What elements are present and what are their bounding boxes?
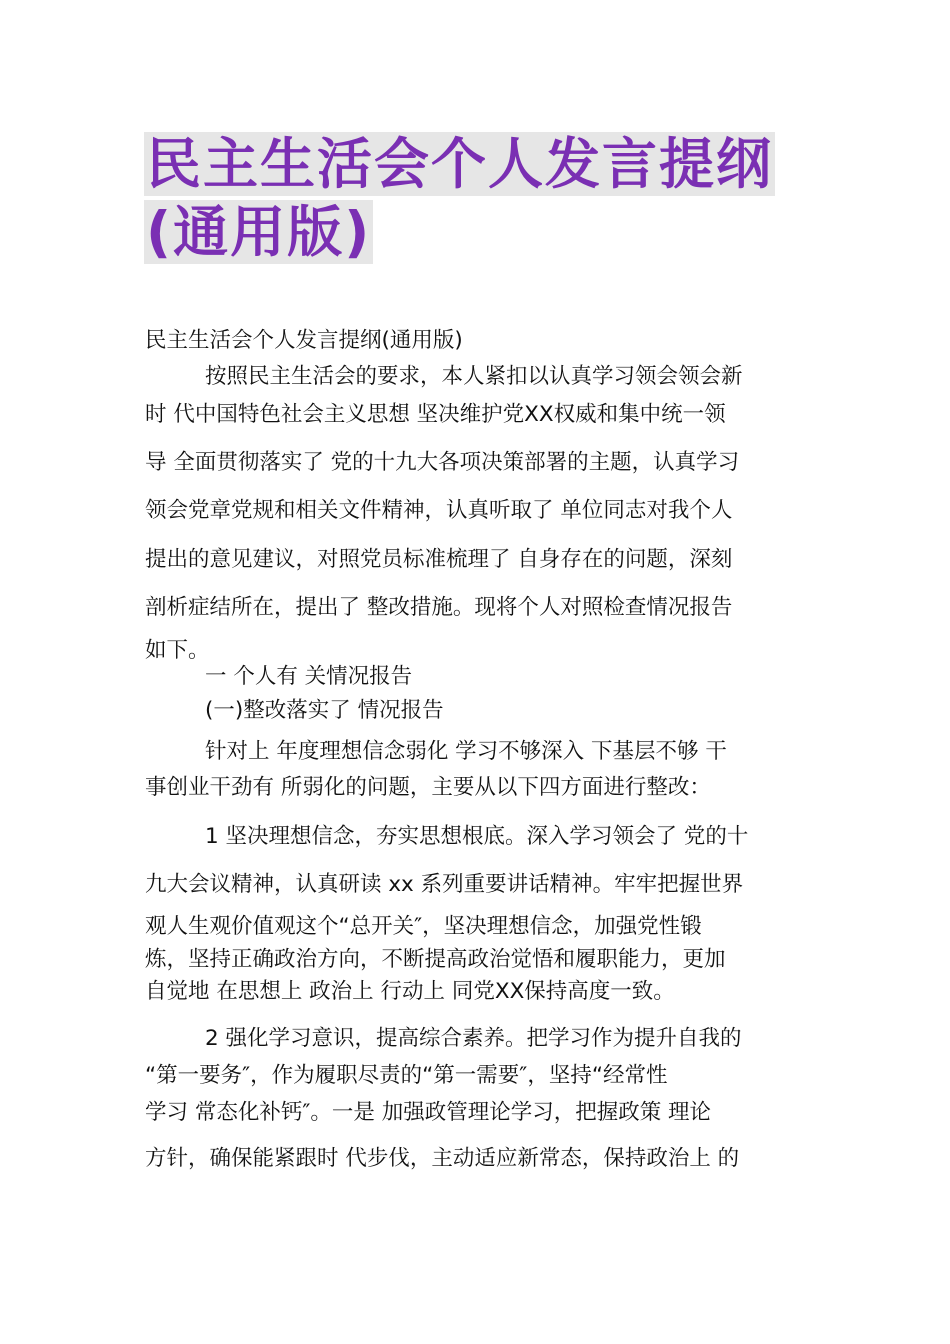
body-line: 自觉地 在思想上 政治上 行动上 同党XX保持高度一致。 (145, 979, 675, 1004)
body-line: 提出的意见建议，对照党员标准梳理了 自身存在的问题，深刻 (145, 547, 733, 572)
document-body (145, 0, 810, 1344)
body-line: 事创业干劲有 所弱化的问题，主要从以下四方面进行整改： (145, 775, 711, 800)
body-line: 剖析症结所在，提出了 整改措施。现将个人对照检查情况报告 (145, 595, 733, 620)
body-line: 学习 常态化补钙″。一是 加强政管理论学习，把握政策 理论 (145, 1100, 712, 1125)
body-line: 九大会议精神，认真研读 xx 系列重要讲话精神。牢牢把握世界 (145, 872, 744, 897)
body-line: 2 强化学习意识，提高综合素养。把学习作为提升自我的 (205, 1026, 742, 1051)
body-line: 时 代中国特色社会主义思想 坚决维护党XX权威和集中统一领 (145, 402, 726, 427)
body-line: 针对上 年度理想信念弱化 学习不够深入 下基层不够 干 (205, 739, 727, 764)
body-line: 方针，确保能紧跟时 代步伐，主动适应新常态，保持政治上 的 (145, 1146, 740, 1171)
body-line: 按照民主生活会的要求，本人紧扣以认真学习领会领会新 (205, 364, 743, 389)
title-text-1: 民主生活会个人发言提纲 (146, 132, 774, 196)
body-line: 1 坚决理想信念，夯实思想根底。深入学习领会了 党的十 (205, 824, 749, 849)
body-line: 一 个人有 关情况报告 (205, 664, 413, 689)
body-line: 炼，坚持正确政治方向，不断提高政治觉悟和履职能力，更加 (145, 947, 726, 972)
body-line: “第一要务″，作为履职尽责的“第一需要″，坚持“经常性 (145, 1063, 668, 1088)
title-text-2: (通用版) (146, 200, 372, 264)
body-line: (一)整改落实了 情况报告 (205, 698, 444, 723)
body-line: 导 全面贯彻落实了 党的十九大各项决策部署的主题，认真学习 (145, 450, 740, 475)
body-line: 领会党章党规和相关文件精神，认真听取了 单位同志对我个人 (145, 498, 733, 523)
body-line: 民主生活会个人发言提纲(通用版) (145, 328, 463, 353)
body-line: 观人生观价值观这个“总开关″，坚决理想信念，加强党性锻 (145, 914, 702, 939)
body-line: 如下。 (145, 638, 210, 663)
